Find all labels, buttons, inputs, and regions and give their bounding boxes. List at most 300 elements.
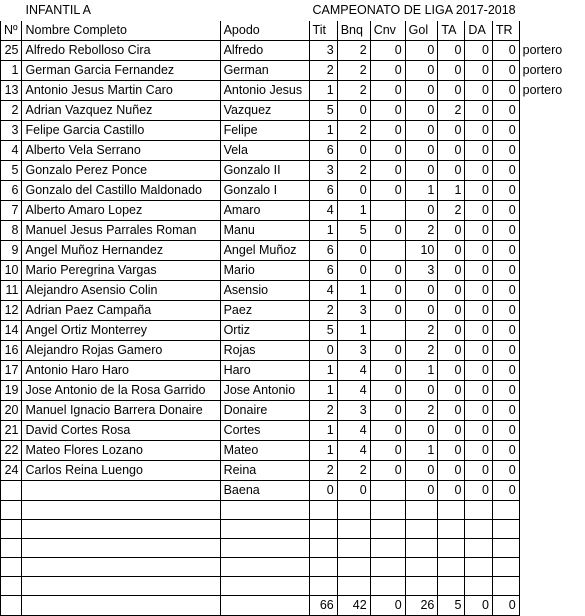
stat-gol: [405, 539, 438, 558]
stat-da: 0: [465, 261, 492, 281]
stat-da: 0: [465, 101, 492, 121]
table-row: [1, 241, 585, 261]
player-number: 24: [1, 461, 22, 481]
stat-tit: 2: [309, 461, 337, 481]
stat-tit: 3: [309, 161, 337, 181]
player-number: 6: [1, 181, 22, 201]
stat-tit: 1: [309, 81, 337, 101]
player-note: [519, 381, 584, 401]
stat-da: 0: [465, 121, 492, 141]
stat-cnv: [370, 558, 405, 577]
player-name: [22, 577, 220, 596]
player-number: 5: [1, 161, 22, 181]
player-name: Antonio Haro Haro: [22, 361, 220, 381]
player-note: [519, 401, 584, 421]
stat-tr: 0: [492, 461, 519, 481]
player-note: [519, 501, 584, 520]
stat-ta: 0: [438, 241, 465, 261]
player-name: Mario Peregrina Vargas: [22, 261, 220, 281]
stat-gol: 1: [405, 361, 438, 381]
stat-da: 0: [465, 381, 492, 401]
stat-da: 0: [465, 161, 492, 181]
player-number: 16: [1, 341, 22, 361]
stat-tit: 2: [309, 61, 337, 81]
stat-tr: 0: [492, 421, 519, 441]
player-number: 1: [1, 61, 22, 81]
stat-tr: [492, 577, 519, 596]
stat-bnq: [337, 577, 370, 596]
player-nickname: Angel Muñoz: [220, 241, 309, 261]
player-note: [519, 181, 584, 201]
stat-tit: 1: [309, 381, 337, 401]
table-row: [1, 161, 585, 181]
stat-cnv: 0: [370, 81, 405, 101]
stat-tr: [492, 558, 519, 577]
player-number: 8: [1, 221, 22, 241]
table-row: [1, 381, 585, 401]
stat-cnv: [370, 577, 405, 596]
player-name: Mateo Flores Lozano: [22, 441, 220, 461]
stat-bnq: [337, 501, 370, 520]
stat-bnq: [337, 539, 370, 558]
header-da: DA: [465, 21, 492, 41]
stat-cnv: [370, 501, 405, 520]
table-row: [1, 281, 585, 301]
totals-empty-cell: [22, 596, 220, 616]
stat-gol: 0: [405, 461, 438, 481]
stat-da: 0: [465, 401, 492, 421]
player-name: [22, 539, 220, 558]
stat-ta: 0: [438, 361, 465, 381]
stat-gol: [405, 558, 438, 577]
header-tr: TR: [492, 21, 519, 41]
player-nickname: Alfredo: [220, 41, 309, 61]
player-number: 4: [1, 141, 22, 161]
stat-tit: 3: [309, 41, 337, 61]
table-row: [1, 401, 585, 421]
totals-row: [1, 596, 585, 616]
header-num: Nº: [1, 21, 22, 41]
stat-cnv: 0: [370, 301, 405, 321]
stat-tr: 0: [492, 201, 519, 221]
player-nickname: [220, 577, 309, 596]
stat-gol: 2: [405, 221, 438, 241]
player-nickname: German: [220, 61, 309, 81]
player-note: [519, 321, 584, 341]
stat-bnq: 3: [337, 301, 370, 321]
player-nickname: Amaro: [220, 201, 309, 221]
player-number: 7: [1, 201, 22, 221]
stat-gol: 0: [405, 301, 438, 321]
table-row: [1, 501, 585, 520]
stat-ta: 0: [438, 61, 465, 81]
table-row: [1, 221, 585, 241]
player-note: [519, 201, 584, 221]
stat-gol: [405, 520, 438, 539]
player-name: [22, 520, 220, 539]
stat-da: [465, 501, 492, 520]
stat-da: 0: [465, 241, 492, 261]
stat-tit: 4: [309, 281, 337, 301]
player-note: [519, 281, 584, 301]
stat-gol: 0: [405, 141, 438, 161]
table-row: [1, 461, 585, 481]
player-note: portero: [522, 83, 563, 97]
player-note: [519, 441, 584, 461]
stat-bnq: 4: [337, 361, 370, 381]
stat-ta: [438, 520, 465, 539]
player-nickname: [220, 520, 309, 539]
player-name: Alfredo Rebolloso Cira: [22, 41, 220, 61]
stat-cnv: 0: [370, 281, 405, 301]
stat-da: 0: [465, 221, 492, 241]
player-nickname: Donaire: [220, 401, 309, 421]
player-nickname: Baena: [220, 481, 309, 501]
player-nickname: Rojas: [220, 341, 309, 361]
stat-tit: 1: [309, 441, 337, 461]
stat-tit: 6: [309, 141, 337, 161]
stat-tit: 6: [309, 261, 337, 281]
stat-tr: 0: [492, 381, 519, 401]
stat-tit: 0: [309, 341, 337, 361]
stat-ta: 2: [438, 101, 465, 121]
player-number: [1, 577, 22, 596]
stat-ta: 0: [438, 301, 465, 321]
player-name: Felipe Garcia Castillo: [22, 121, 220, 141]
stat-cnv: [370, 520, 405, 539]
stat-cnv: 0: [370, 161, 405, 181]
player-number: 2: [1, 101, 22, 121]
player-note: [519, 121, 584, 141]
player-number: 20: [1, 401, 22, 421]
stat-tit: 2: [309, 401, 337, 421]
stat-cnv: 0: [370, 441, 405, 461]
stat-ta: 2: [438, 201, 465, 221]
stat-gol: 10: [405, 241, 438, 261]
stat-tr: 0: [492, 41, 519, 61]
player-number: 17: [1, 361, 22, 381]
total-cnv: 0: [370, 596, 405, 616]
table-row: [1, 81, 585, 101]
stat-tr: 0: [492, 321, 519, 341]
stat-bnq: 4: [337, 421, 370, 441]
total-tit: 66: [309, 596, 337, 616]
player-nickname: Antonio Jesus: [220, 81, 309, 101]
stat-cnv: 0: [370, 461, 405, 481]
player-number: 25: [1, 41, 22, 61]
stat-ta: 0: [438, 81, 465, 101]
stat-da: 0: [465, 141, 492, 161]
player-number: [1, 539, 22, 558]
stat-gol: 0: [405, 101, 438, 121]
table-row: [1, 539, 585, 558]
stat-tr: 0: [492, 341, 519, 361]
stat-tr: 0: [492, 481, 519, 501]
stat-gol: 0: [405, 161, 438, 181]
table-row: [1, 141, 585, 161]
stat-cnv: [370, 321, 405, 341]
stat-bnq: 1: [337, 321, 370, 341]
stat-da: [465, 520, 492, 539]
player-note: [519, 241, 584, 261]
player-name: Alberto Vela Serrano: [22, 141, 220, 161]
stat-ta: 0: [438, 321, 465, 341]
stat-tit: 1: [309, 221, 337, 241]
player-note: [519, 461, 584, 481]
stat-ta: 0: [438, 141, 465, 161]
stat-cnv: 0: [370, 101, 405, 121]
stat-tr: 0: [492, 61, 519, 81]
stat-bnq: 2: [337, 41, 370, 61]
table-row: [1, 321, 585, 341]
player-number: 12: [1, 301, 22, 321]
stat-ta: 0: [438, 441, 465, 461]
stat-ta: [438, 577, 465, 596]
player-note: [519, 221, 584, 241]
player-name: Alejandro Rojas Gamero: [22, 341, 220, 361]
stat-gol: 0: [405, 41, 438, 61]
stat-ta: 0: [438, 461, 465, 481]
stat-bnq: [337, 558, 370, 577]
player-note: [519, 558, 584, 577]
player-nickname: [220, 539, 309, 558]
stat-ta: 1: [438, 181, 465, 201]
player-nickname: Manu: [220, 221, 309, 241]
player-name: Adrian Paez Campaña: [22, 301, 220, 321]
stat-cnv: 0: [370, 221, 405, 241]
stat-bnq: 4: [337, 381, 370, 401]
stat-tit: 6: [309, 241, 337, 261]
player-number: 13: [1, 81, 22, 101]
player-note: [519, 101, 584, 121]
player-nickname: Cortes: [220, 421, 309, 441]
stat-da: 0: [465, 301, 492, 321]
table-row: [1, 61, 585, 81]
stat-tr: 0: [492, 441, 519, 461]
stat-tr: 0: [492, 401, 519, 421]
stat-cnv: [370, 481, 405, 501]
player-name: [22, 481, 220, 501]
header-bnq: Bnq: [337, 21, 370, 41]
header-ta: TA: [438, 21, 465, 41]
player-name: Gonzalo Perez Ponce: [22, 161, 220, 181]
player-name: Jose Antonio de la Rosa Garrido: [22, 381, 220, 401]
player-nickname: Mateo: [220, 441, 309, 461]
stat-cnv: 0: [370, 381, 405, 401]
stat-tit: 5: [309, 101, 337, 121]
stat-tr: [492, 520, 519, 539]
stat-gol: 0: [405, 481, 438, 501]
stat-tr: 0: [492, 221, 519, 241]
stat-da: 0: [465, 341, 492, 361]
player-note: [519, 261, 584, 281]
stat-da: 0: [465, 81, 492, 101]
player-name: Angel Muñoz Hernandez: [22, 241, 220, 261]
total-gol: 26: [405, 596, 438, 616]
stat-da: 0: [465, 321, 492, 341]
stat-gol: 0: [405, 421, 438, 441]
player-note: portero: [522, 43, 563, 57]
table-row: [1, 558, 585, 577]
stat-tit: [309, 558, 337, 577]
stat-bnq: [337, 520, 370, 539]
stat-tr: 0: [492, 81, 519, 101]
stat-gol: 3: [405, 261, 438, 281]
table-row: [1, 577, 585, 596]
stat-gol: 1: [405, 181, 438, 201]
header-gol: Gol: [405, 21, 438, 41]
player-nickname: Paez: [220, 301, 309, 321]
stat-ta: 0: [438, 261, 465, 281]
player-number: [1, 558, 22, 577]
stat-bnq: 0: [337, 141, 370, 161]
player-nickname: Jose Antonio: [220, 381, 309, 401]
player-name: Angel Ortiz Monterrey: [22, 321, 220, 341]
player-nickname: Felipe: [220, 121, 309, 141]
player-name: Adrian Vazquez Nuñez: [22, 101, 220, 121]
stat-ta: 0: [438, 221, 465, 241]
stat-bnq: 2: [337, 61, 370, 81]
total-ta: 5: [438, 596, 465, 616]
stat-ta: 0: [438, 341, 465, 361]
player-number: 9: [1, 241, 22, 261]
stat-tit: [309, 520, 337, 539]
stat-tit: [309, 577, 337, 596]
player-note: portero: [522, 63, 563, 77]
header-tit: Tit: [309, 21, 337, 41]
stat-bnq: 4: [337, 441, 370, 461]
stat-tr: 0: [492, 241, 519, 261]
stat-ta: [438, 501, 465, 520]
player-nickname: Gonzalo I: [220, 181, 309, 201]
stat-tr: 0: [492, 121, 519, 141]
stat-ta: 0: [438, 381, 465, 401]
player-name: David Cortes Rosa: [22, 421, 220, 441]
stat-da: 0: [465, 421, 492, 441]
stat-ta: [438, 539, 465, 558]
player-nickname: Asensio: [220, 281, 309, 301]
stat-cnv: [370, 201, 405, 221]
stat-bnq: 0: [337, 181, 370, 201]
stat-cnv: 0: [370, 121, 405, 141]
player-note: [519, 361, 584, 381]
stat-bnq: 2: [337, 121, 370, 141]
player-name: Antonio Jesus Martin Caro: [22, 81, 220, 101]
header-name: Nombre Completo: [22, 21, 220, 41]
stat-bnq: 3: [337, 341, 370, 361]
table-row: [1, 301, 585, 321]
player-number: 3: [1, 121, 22, 141]
player-number: [1, 520, 22, 539]
total-bnq: 42: [337, 596, 370, 616]
stat-gol: 2: [405, 341, 438, 361]
stat-tit: 1: [309, 361, 337, 381]
stat-tit: 5: [309, 321, 337, 341]
stat-ta: 0: [438, 281, 465, 301]
table-row: [1, 201, 585, 221]
stat-bnq: 0: [337, 241, 370, 261]
player-name: Alberto Amaro Lopez: [22, 201, 220, 221]
stat-bnq: 0: [337, 101, 370, 121]
stat-gol: 0: [405, 381, 438, 401]
player-note: [519, 481, 584, 501]
table-row: [1, 261, 585, 281]
stat-ta: 0: [438, 401, 465, 421]
player-note: [519, 520, 584, 539]
player-note: [519, 161, 584, 181]
stat-ta: 0: [438, 421, 465, 441]
player-number: 19: [1, 381, 22, 401]
stat-bnq: 2: [337, 161, 370, 181]
totals-empty-cell: [220, 596, 309, 616]
stat-tit: [309, 501, 337, 520]
player-note: [519, 141, 584, 161]
stat-ta: 0: [438, 41, 465, 61]
stat-tr: [492, 501, 519, 520]
stat-tr: 0: [492, 361, 519, 381]
stat-cnv: [370, 241, 405, 261]
stat-bnq: 1: [337, 281, 370, 301]
player-note: [519, 341, 584, 361]
table-row: [1, 101, 585, 121]
stat-tr: 0: [492, 161, 519, 181]
stat-da: [465, 539, 492, 558]
player-nickname: Gonzalo II: [220, 161, 309, 181]
player-nickname: Ortiz: [220, 321, 309, 341]
stat-da: 0: [465, 281, 492, 301]
player-name: [22, 558, 220, 577]
stat-tr: 0: [492, 141, 519, 161]
player-name: Manuel Ignacio Barrera Donaire: [22, 401, 220, 421]
stat-gol: 1: [405, 441, 438, 461]
total-da: 0: [465, 596, 492, 616]
stat-cnv: 0: [370, 181, 405, 201]
stat-bnq: 2: [337, 81, 370, 101]
player-note: [519, 577, 584, 596]
stat-gol: [405, 577, 438, 596]
stat-gol: 0: [405, 281, 438, 301]
stat-tr: 0: [492, 261, 519, 281]
player-number: [1, 481, 22, 501]
stat-tr: [492, 539, 519, 558]
stat-da: 0: [465, 361, 492, 381]
player-nickname: Mario: [220, 261, 309, 281]
table-row: [1, 481, 585, 501]
table-row: [1, 441, 585, 461]
stat-tit: 1: [309, 121, 337, 141]
stat-gol: 2: [405, 401, 438, 421]
stat-tit: 1: [309, 421, 337, 441]
player-name: Manuel Jesus Parrales Roman: [22, 221, 220, 241]
stat-cnv: 0: [370, 341, 405, 361]
stat-da: [465, 577, 492, 596]
table-row: [1, 421, 585, 441]
stat-ta: 0: [438, 121, 465, 141]
stat-cnv: [370, 539, 405, 558]
stat-da: 0: [465, 61, 492, 81]
stat-da: 0: [465, 461, 492, 481]
stat-tit: 4: [309, 201, 337, 221]
stat-tit: [309, 539, 337, 558]
player-nickname: Vazquez: [220, 101, 309, 121]
stat-tit: 2: [309, 301, 337, 321]
stat-da: 0: [465, 41, 492, 61]
stat-bnq: 1: [337, 201, 370, 221]
stat-tr: 0: [492, 281, 519, 301]
stat-tr: 0: [492, 181, 519, 201]
stat-cnv: 0: [370, 41, 405, 61]
player-name: [22, 501, 220, 520]
